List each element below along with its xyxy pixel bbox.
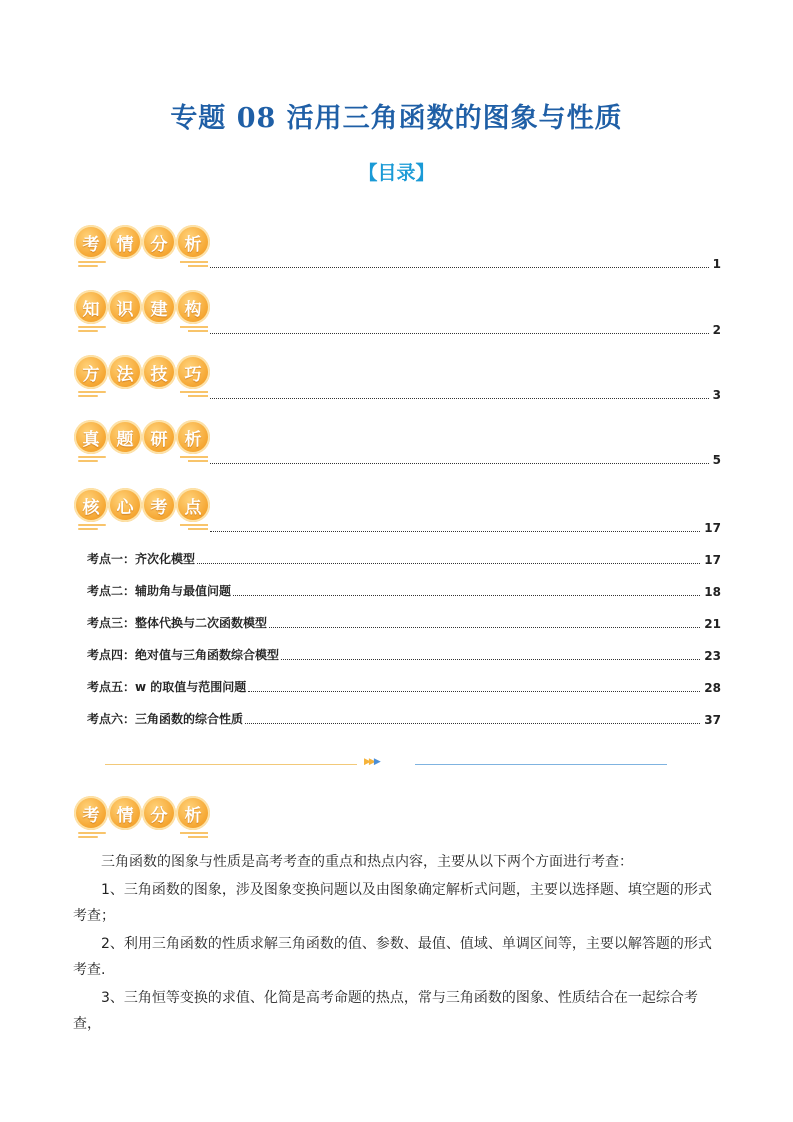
dot-leader [210, 397, 709, 399]
section-divider [105, 757, 667, 769]
dot-leader [233, 594, 700, 596]
toc-page-number: 23 [704, 649, 721, 663]
toc-subentry-label: 考点三：整体代换与二次函数模型 [87, 616, 268, 630]
toc-heading: 【目录】 [358, 162, 435, 184]
badge-char: 知 [74, 290, 108, 324]
toc-subentry-label: 考点一：齐次化模型 [87, 552, 196, 566]
toc-subentry-label: 考点六：三角函数的综合性质 [87, 712, 244, 726]
badge-char: 心 [108, 488, 142, 522]
toc-entry[interactable] [210, 521, 721, 535]
dot-leader [210, 462, 709, 464]
toc-subentry-label: 考点二：辅助角与最值问题 [87, 584, 232, 598]
dot-leader [245, 722, 700, 724]
badge-decoration [78, 261, 208, 267]
badge-char: 巧 [176, 355, 210, 389]
badge-decoration [78, 832, 208, 838]
toc-page-number: 17 [704, 521, 721, 535]
badge-char: 分 [142, 796, 176, 830]
badge-char: 真 [74, 420, 108, 454]
toc-subentry-label: 考点五：w 的取值与范围问题 [87, 680, 247, 694]
badge-char: 技 [142, 355, 176, 389]
badge-char: 情 [108, 225, 142, 259]
badge-char: 题 [108, 420, 142, 454]
badge-char: 识 [108, 290, 142, 324]
toc-entry[interactable] [210, 257, 721, 271]
dot-leader [248, 690, 700, 692]
body-paragraph: 1、三角函数的图象，涉及图象变换问题以及由图象确定解析式问题，主要以选择题、填空题的形式考查； [73, 882, 712, 924]
toc-entry[interactable] [210, 388, 721, 402]
toc-entry[interactable] [210, 453, 721, 467]
toc-subentry[interactable] [87, 582, 721, 599]
toc-subentry-label: 考点四：绝对值与三角函数综合模型 [87, 648, 280, 662]
dot-leader [269, 626, 700, 628]
toc-entry[interactable] [210, 323, 721, 337]
toc-subentry[interactable] [87, 646, 721, 663]
dot-leader [197, 562, 700, 564]
toc-page-number: 17 [704, 553, 721, 567]
badge-char: 构 [176, 290, 210, 324]
badge-decoration [78, 456, 208, 462]
toc-subentry[interactable] [87, 678, 721, 695]
dot-leader [281, 658, 700, 660]
toc-page-number: 2 [712, 323, 721, 337]
toc-page-number: 18 [704, 585, 721, 599]
toc-page-number: 5 [712, 453, 721, 467]
badge-decoration [78, 524, 208, 530]
arrow-icon: ▶▶▶ [364, 757, 379, 767]
dot-leader [210, 266, 709, 268]
badge-char: 考 [74, 225, 108, 259]
badge-char: 研 [142, 420, 176, 454]
badge-char: 考 [74, 796, 108, 830]
page-title: 专题 08 活用三角函数的图象与性质 [170, 103, 623, 134]
toc-page-number: 1 [712, 257, 721, 271]
body-paragraph: 三角函数的图象与性质是高考考查的重点和热点内容，主要从以下两个方面进行考查： [101, 854, 633, 870]
toc-page-number: 28 [704, 681, 721, 695]
badge-char: 析 [176, 420, 210, 454]
badge-decoration [78, 391, 208, 397]
dot-leader [210, 530, 700, 532]
toc-subentry[interactable] [87, 710, 721, 727]
badge-char: 建 [142, 290, 176, 324]
badge-char: 考 [142, 488, 176, 522]
badge-char: 析 [176, 225, 210, 259]
badge-char: 分 [142, 225, 176, 259]
badge-char: 方 [74, 355, 108, 389]
badge-char: 点 [176, 488, 210, 522]
toc-page-number: 37 [704, 713, 721, 727]
toc-subentry[interactable] [87, 614, 721, 631]
toc-page-number: 21 [704, 617, 721, 631]
badge-char: 核 [74, 488, 108, 522]
toc-page-number: 3 [712, 388, 721, 402]
badge-char: 法 [108, 355, 142, 389]
body-paragraph: 3、三角恒等变换的求值、化简是高考命题的热点，常与三角函数的图象、性质结合在一起综合考查， [73, 990, 698, 1032]
badge-char: 情 [108, 796, 142, 830]
toc-subentry[interactable] [87, 550, 721, 567]
badge-char: 析 [176, 796, 210, 830]
badge-decoration [78, 326, 208, 332]
body-paragraph: 2、利用三角函数的性质求解三角函数的值、参数、最值、值域、单调区间等，主要以解答题的形式考查. [73, 936, 712, 978]
dot-leader [210, 332, 709, 334]
